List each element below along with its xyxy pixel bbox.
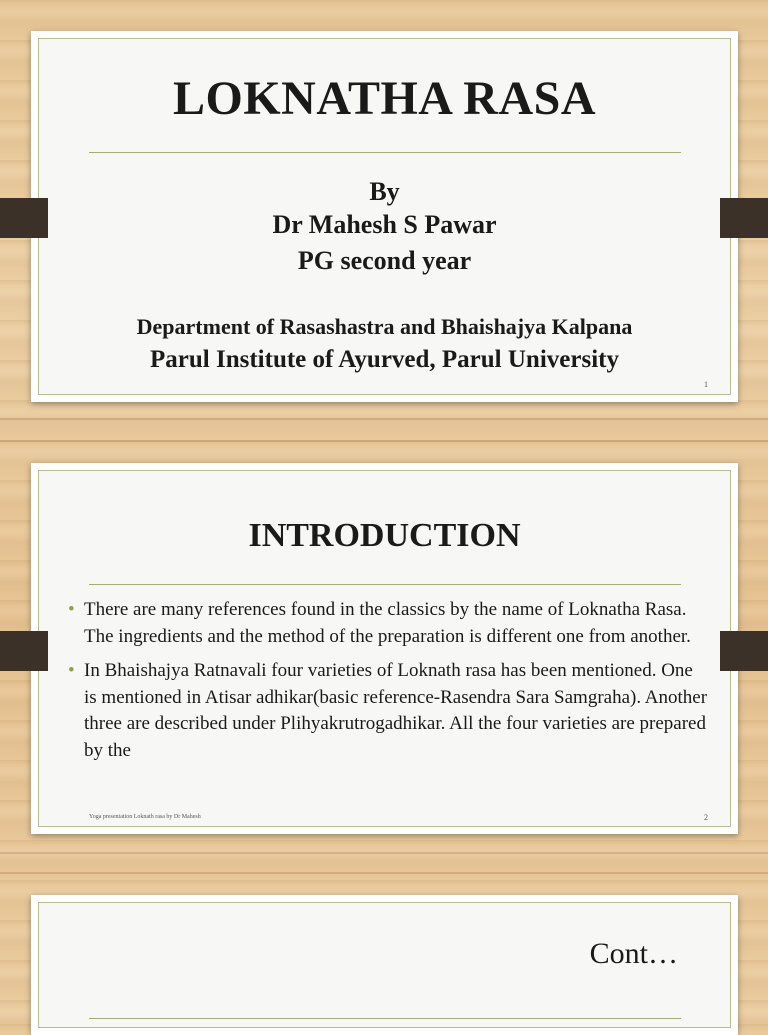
slide-1 bbox=[31, 31, 738, 402]
title-divider bbox=[89, 152, 681, 153]
author-year: PG second year bbox=[297, 246, 472, 275]
bullet-icon: • bbox=[68, 599, 75, 620]
title-divider bbox=[89, 584, 681, 585]
list-item bbox=[68, 597, 708, 650]
slide-footer: Yoga presentation Loknath rasa by Dr Mahesh bbox=[89, 814, 201, 820]
bullet-text: In Bhaishajya Ratnavali four varieties of Loknath rasa has been mentioned. One is mentioned in Atisar adhikar(basic reference-Rasendra Sara Samgraha). Another three are described under Plihyakrutrogadhikar. All the four varieties are prepared by the bbox=[84, 660, 708, 761]
page-number: 1 bbox=[704, 380, 708, 389]
binder-tab-right bbox=[720, 631, 768, 671]
slide-1-title: LOKNATHA RASA bbox=[172, 72, 596, 125]
author-name: Dr Mahesh S Pawar bbox=[272, 210, 497, 239]
bullet-icon: • bbox=[68, 660, 75, 681]
bullet-list bbox=[68, 597, 708, 772]
bullet-text: There are many references found in the classics by the name of Loknatha Rasa. The ingredients and the method of the preparation is different one from another. bbox=[84, 599, 691, 647]
binder-tab-left bbox=[0, 631, 48, 671]
title-divider bbox=[89, 1018, 681, 1019]
author-by: By bbox=[369, 177, 400, 206]
page-number: 2 bbox=[704, 813, 708, 822]
list-item bbox=[68, 658, 708, 764]
binder-tab-left bbox=[0, 198, 48, 238]
slide-3 bbox=[31, 895, 738, 1035]
slide-2-title: INTRODUCTION bbox=[248, 517, 521, 554]
binder-tab-right bbox=[720, 198, 768, 238]
institute: Parul Institute of Ayurved, Parul University bbox=[150, 346, 619, 373]
department: Department of Rasashastra and Bhaishajya Kalpana bbox=[136, 314, 633, 339]
slide-2 bbox=[31, 463, 738, 834]
slide-3-heading: Cont… bbox=[589, 937, 678, 970]
